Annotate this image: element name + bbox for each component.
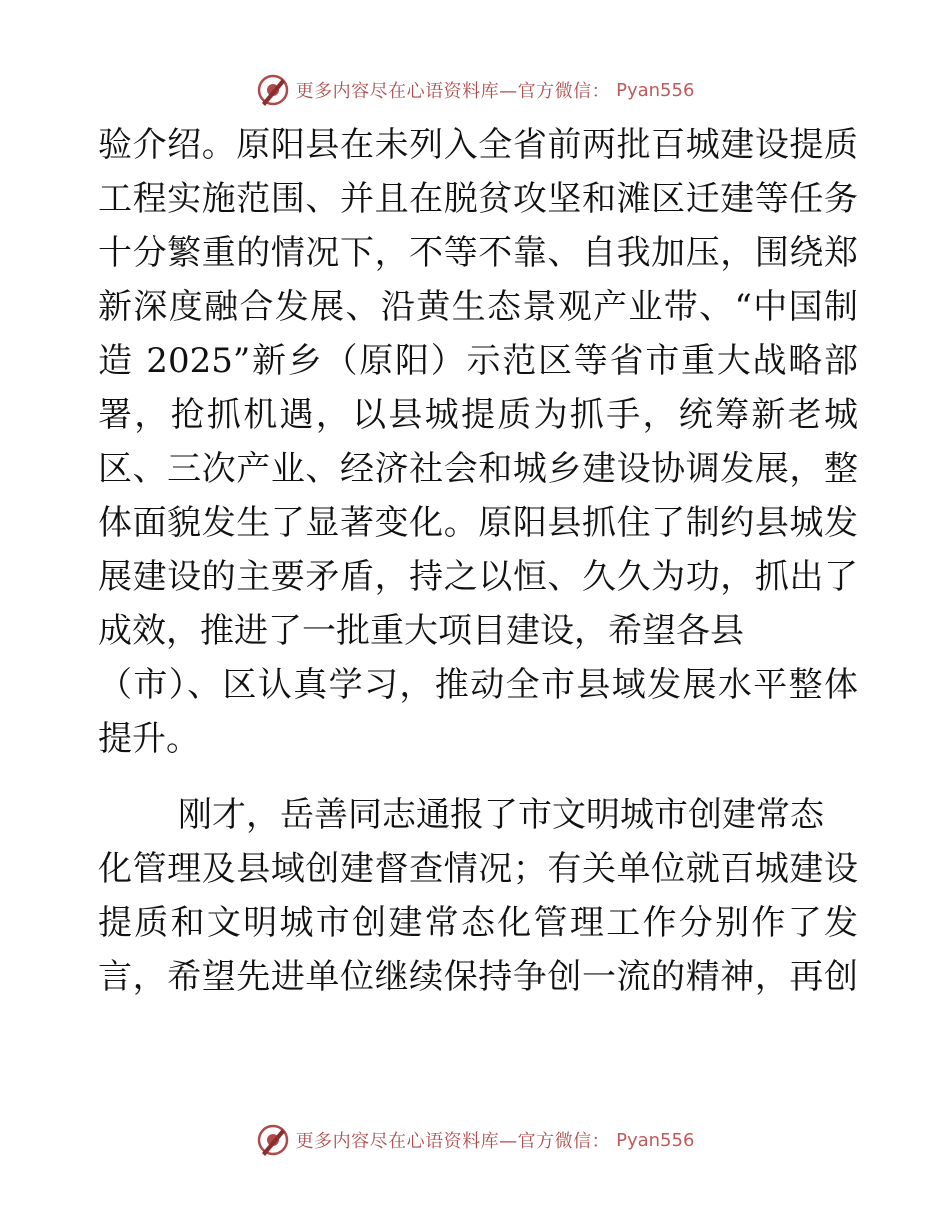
text-line: 造 2025”新乡（原阳）示范区等省市重大战略部: [98, 341, 858, 381]
footer-banner-wechat-id: Pyan556: [616, 1129, 695, 1151]
text-line: 工程实施范围、并且在脱贫攻坚和滩区迁建等任务: [98, 179, 858, 219]
text-line: 新深度融合发展、沿黄生态景观产业带、“中国制: [98, 287, 858, 327]
paragraph-gap: [98, 766, 858, 788]
paragraph-2: [98, 788, 858, 1004]
text-line: （市）、区认真学习，推动全市县域发展水平整体: [98, 665, 858, 705]
footer-banner-text: 更多内容尽在心语资料库—官方微信：: [295, 1131, 611, 1152]
document-body: [98, 118, 858, 1004]
pen-seal-logo-icon: [256, 1123, 290, 1157]
text-line: 体面貌发生了显著变化。原阳县抓住了制约县城发: [98, 503, 858, 543]
text-line: 区、三次产业、经济社会和城乡建设协调发展，整: [98, 449, 858, 489]
header-banner-text: 更多内容尽在心语资料库—官方微信：: [295, 81, 611, 102]
text-line: 刚才，岳善同志通报了市文明城市创建常态: [178, 795, 824, 835]
pen-seal-logo-icon: [256, 73, 290, 107]
text-line: 十分繁重的情况下，不等不靠、自我加压，围绕郑: [98, 233, 858, 273]
text-line: 提质和文明城市创建常态化管理工作分别作了发: [98, 903, 858, 943]
text-line: 提升。: [98, 719, 200, 759]
text-line: 署，抢抓机遇，以县城提质为抓手，统筹新老城: [98, 395, 858, 435]
header-banner: [0, 70, 950, 110]
footer-banner: [0, 1120, 950, 1160]
paragraph-1: [98, 118, 858, 766]
text-line: 验介绍。原阳县在未列入全省前两批百城建设提质: [98, 125, 858, 165]
text-line: 成效，推进了一批重大项目建设，希望各县: [98, 611, 744, 651]
text-line: 化管理及县域创建督查情况；有关单位就百城建设: [98, 849, 858, 889]
header-banner-wechat-id: Pyan556: [616, 79, 695, 101]
text-line: 言，希望先进单位继续保持争创一流的精神，再创: [98, 957, 858, 997]
text-line: 展建设的主要矛盾，持之以恒、久久为功，抓出了: [98, 557, 858, 597]
